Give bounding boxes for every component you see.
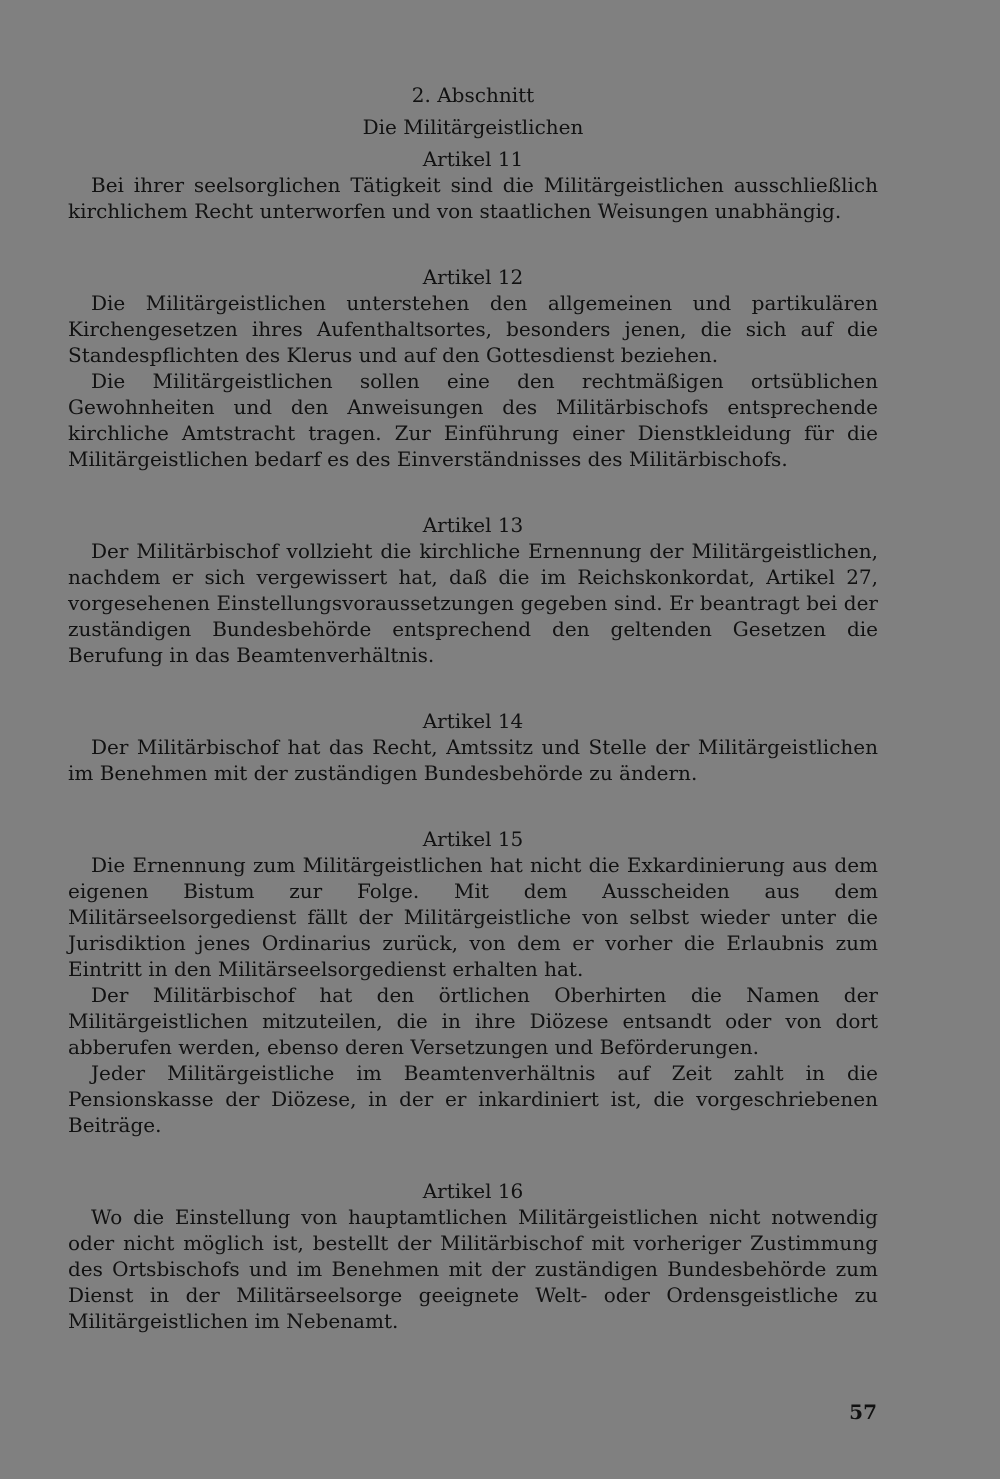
article-heading: Artikel 15 bbox=[422, 827, 524, 851]
article-paragraph: Jeder Militärgeistliche im Beamtenverhältnis auf Zeit zahlt in die Pensionskasse der Diözese, in der er inkardiniert ist, die vorgeschriebenen Beiträge. bbox=[68, 1061, 878, 1137]
article-paragraph: Wo die Einstellung von hauptamtlichen Militärgeistlichen nicht notwendig oder nicht möglich ist, bestellt der Militärbischof mit vorheriger Zustimmung des Ortsbischofs und im Benehmen mit der zuständigen Bundesbehörde zum Dienst in der Militärseelsorge geeignete Welt- oder Ordensgeistliche zu Militärgeistlichen im Nebenamt. bbox=[68, 1205, 878, 1333]
article-paragraph: Der Militärbischof hat das Recht, Amtssitz und Stelle der Militärgeistlichen im Benehmen mit der zuständigen Bundesbehörde zu ändern. bbox=[68, 735, 878, 785]
article-heading: Artikel 13 bbox=[422, 513, 524, 537]
article-paragraph: Die Militärgeistlichen unterstehen den allgemeinen und partikulären Kirchengesetzen ihres Aufenthaltsortes, besonders jenen, die sich auf die Standespflichten des Klerus und auf den Gottesdienst beziehen. bbox=[68, 291, 878, 367]
article-heading: Artikel 12 bbox=[422, 265, 524, 289]
article-heading: Artikel 16 bbox=[422, 1179, 524, 1203]
article-15 bbox=[68, 826, 878, 1138]
article-paragraph: Der Militärbischof vollzieht die kirchliche Ernennung der Militärgeistlichen, nachdem er sich vergewissert hat, daß die im Reichskonkordat, Artikel 27, vorgesehenen Einstellungsvoraussetzungen gegeben sind. Er beantragt bei der zuständigen Bundesbehörde entsprechend den geltenden Gesetzen die Berufung in das Beamtenverhältnis. bbox=[68, 539, 878, 667]
document-page bbox=[68, 82, 878, 1334]
article-14 bbox=[68, 708, 878, 786]
article-12 bbox=[68, 264, 878, 472]
article-heading: Artikel 14 bbox=[422, 709, 524, 733]
article-paragraph: Die Ernennung zum Militärgeistlichen hat nicht die Exkardinierung aus dem eigenen Bistum zur Folge. Mit dem Ausscheiden aus dem Militärseelsorgedienst fällt der Militärgeistliche von selbst wieder unter die Jurisdiktion jenes Ordinarius zurück, von dem er vorher die Erlaubnis zum Eintritt in den Militärseelsorgedienst erhalten hat. bbox=[68, 853, 878, 981]
article-heading: Artikel 11 bbox=[422, 147, 524, 171]
section-number: 2. Abschnitt bbox=[411, 83, 535, 107]
article-16 bbox=[68, 1178, 878, 1334]
article-paragraph: Bei ihrer seelsorglichen Tätigkeit sind die Militärgeistlichen ausschließlich kirchlichem Recht unterworfen und von staatlichen Weisungen unabhängig. bbox=[68, 173, 878, 223]
article-11 bbox=[68, 146, 878, 224]
article-13 bbox=[68, 512, 878, 668]
page-number: 57 bbox=[849, 1400, 877, 1424]
section-title: Die Militärgeistlichen bbox=[362, 115, 584, 139]
article-paragraph: Die Militärgeistlichen sollen eine den rechtmäßigen ortsüblichen Gewohnheiten und den Anweisungen des Militärbischofs entsprechende kirchliche Amtstracht tragen. Zur Einführung einer Dienstkleidung für die Militärgeistlichen bedarf es des Einverständnisses des Militärbischofs. bbox=[68, 369, 878, 471]
article-paragraph: Der Militärbischof hat den örtlichen Oberhirten die Namen der Militärgeistlichen mitzuteilen, die in ihre Diözese entsandt oder von dort abberufen werden, ebenso deren Versetzungen und Beförderungen. bbox=[68, 983, 878, 1059]
